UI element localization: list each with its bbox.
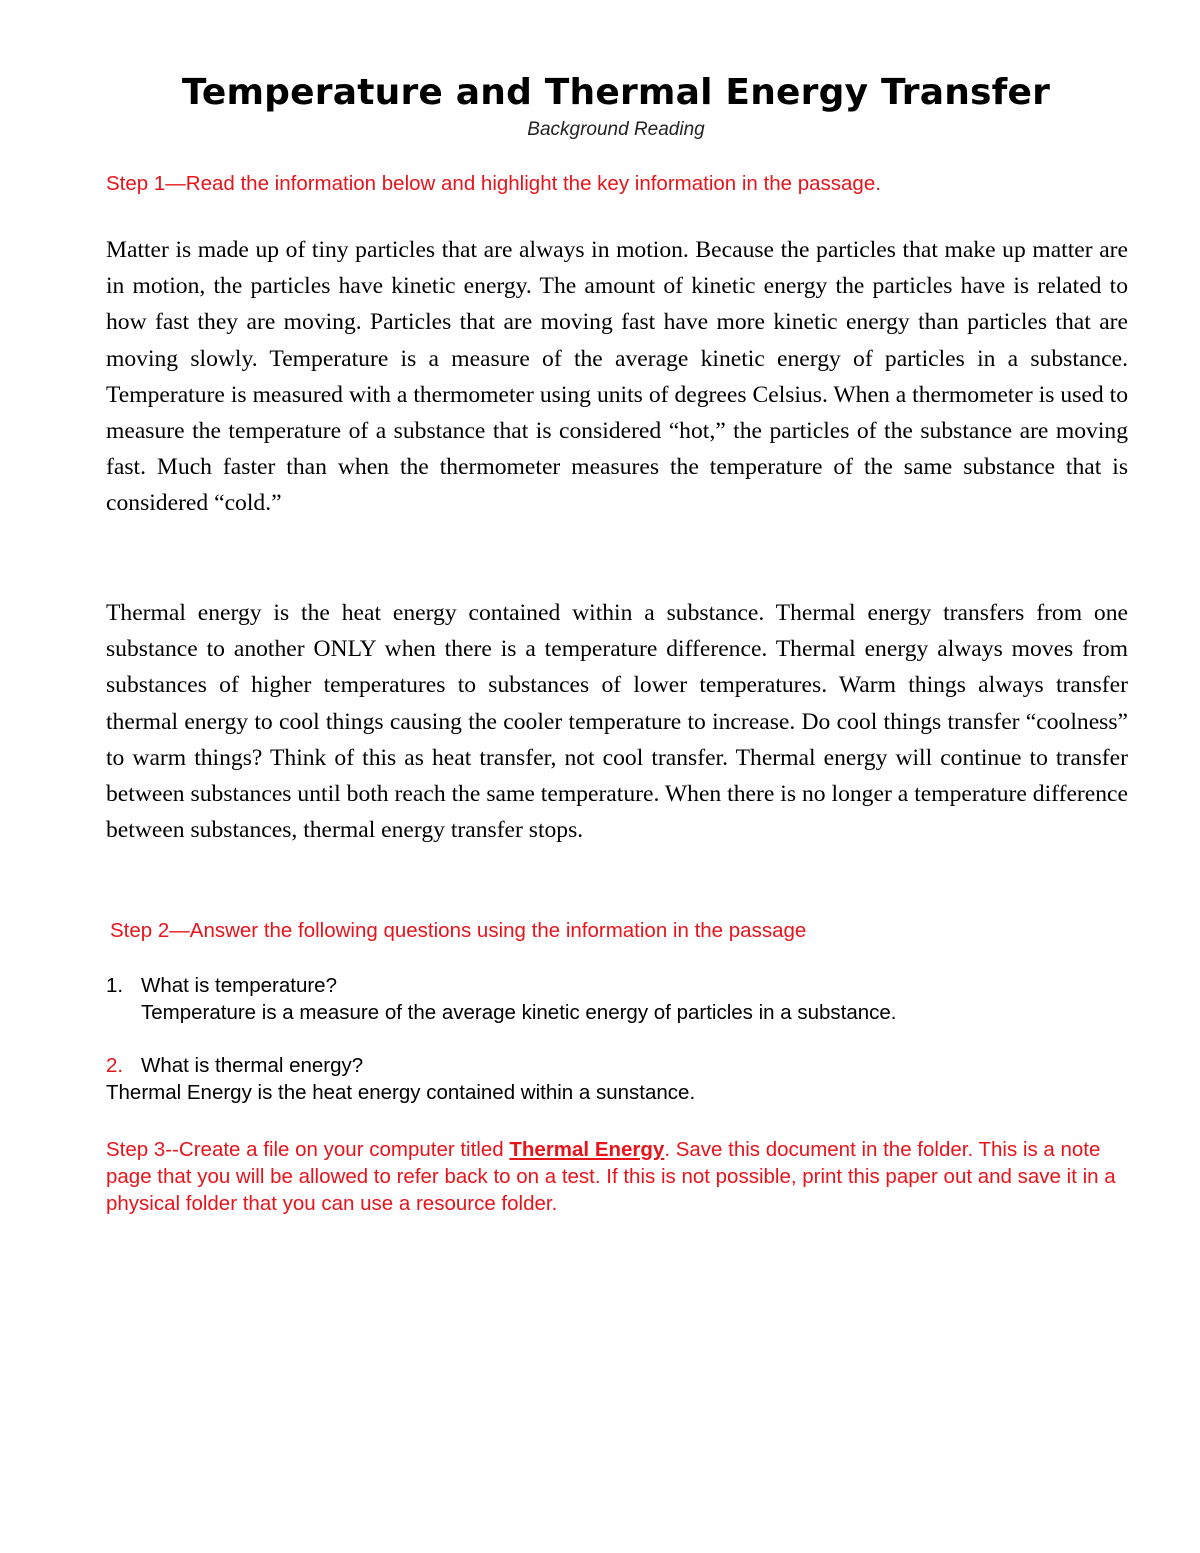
step-3-file-title: Thermal Energy — [509, 1138, 665, 1161]
passage-paragraph-2: Thermal energy is the heat energy contained within a substance. Thermal energy transfers from one substance to another ONLY when there is a temperature difference. Thermal energy always moves from substances of higher temperatures to substances of lower temperatures. Warm things always transfer thermal energy to cool things causing the cooler temperature to increase. Do cool things transfer “coolness” to warm things? Think of this as heat transfer, not cool transfer. Thermal energy will continue to transfer between substances until both reach the same temperature. When there is no longer a temperature difference between substances, thermal energy transfer stops. — [106, 600, 1128, 844]
step-3-instruction — [106, 1136, 1116, 1217]
passage-paragraph-1: Matter is made up of tiny particles that are always in motion. Because the particles that make up matter are in motion, the particles have kinetic energy. The amount of kinetic energy the particles have is related to how fast they are moving. Particles that are moving fast have more kinetic energy than particles that are moving slowly. Temperature is a measure of the average kinetic energy of particles in a substance. Temperature is measured with a thermometer using units of degrees Celsius. When a thermometer is used to measure the temperature of a substance that is considered “hot,” the particles of the substance are moving fast. Much faster than when the thermometer measures the temperature of the same substance that is considered “cold.” — [106, 237, 1128, 517]
document-subtitle: Background Reading — [527, 119, 705, 140]
question-2-text: What is thermal energy? — [141, 1054, 364, 1077]
document-title: Temperature and Thermal Energy Transfer — [181, 72, 1051, 113]
question-1-number: 1. — [106, 974, 124, 997]
answer-2: Thermal Energy is the heat energy contained within a sunstance. — [106, 1081, 696, 1104]
step-3-prefix: Step 3--Create a file on your computer titled — [106, 1138, 510, 1161]
question-1-text: What is temperature? — [141, 974, 337, 997]
step-3-suffix: . Save this document in the folder. This is a note page that you will be allowed to refer back to on a test. If this is not possible, print this paper out and save it in a physical folder that you can use a resource folder. — [106, 1138, 1116, 1215]
question-2 — [106, 1054, 363, 1078]
question-2-number: 2. — [106, 1054, 124, 1077]
step-2-instruction: Step 2—Answer the following questions using the information in the passage — [110, 919, 807, 942]
answer-1: Temperature is a measure of the average kinetic energy of particles in a substance. — [141, 1001, 897, 1024]
question-1 — [106, 974, 337, 998]
step-1-instruction: Step 1—Read the information below and highlight the key information in the passage. — [106, 172, 881, 195]
